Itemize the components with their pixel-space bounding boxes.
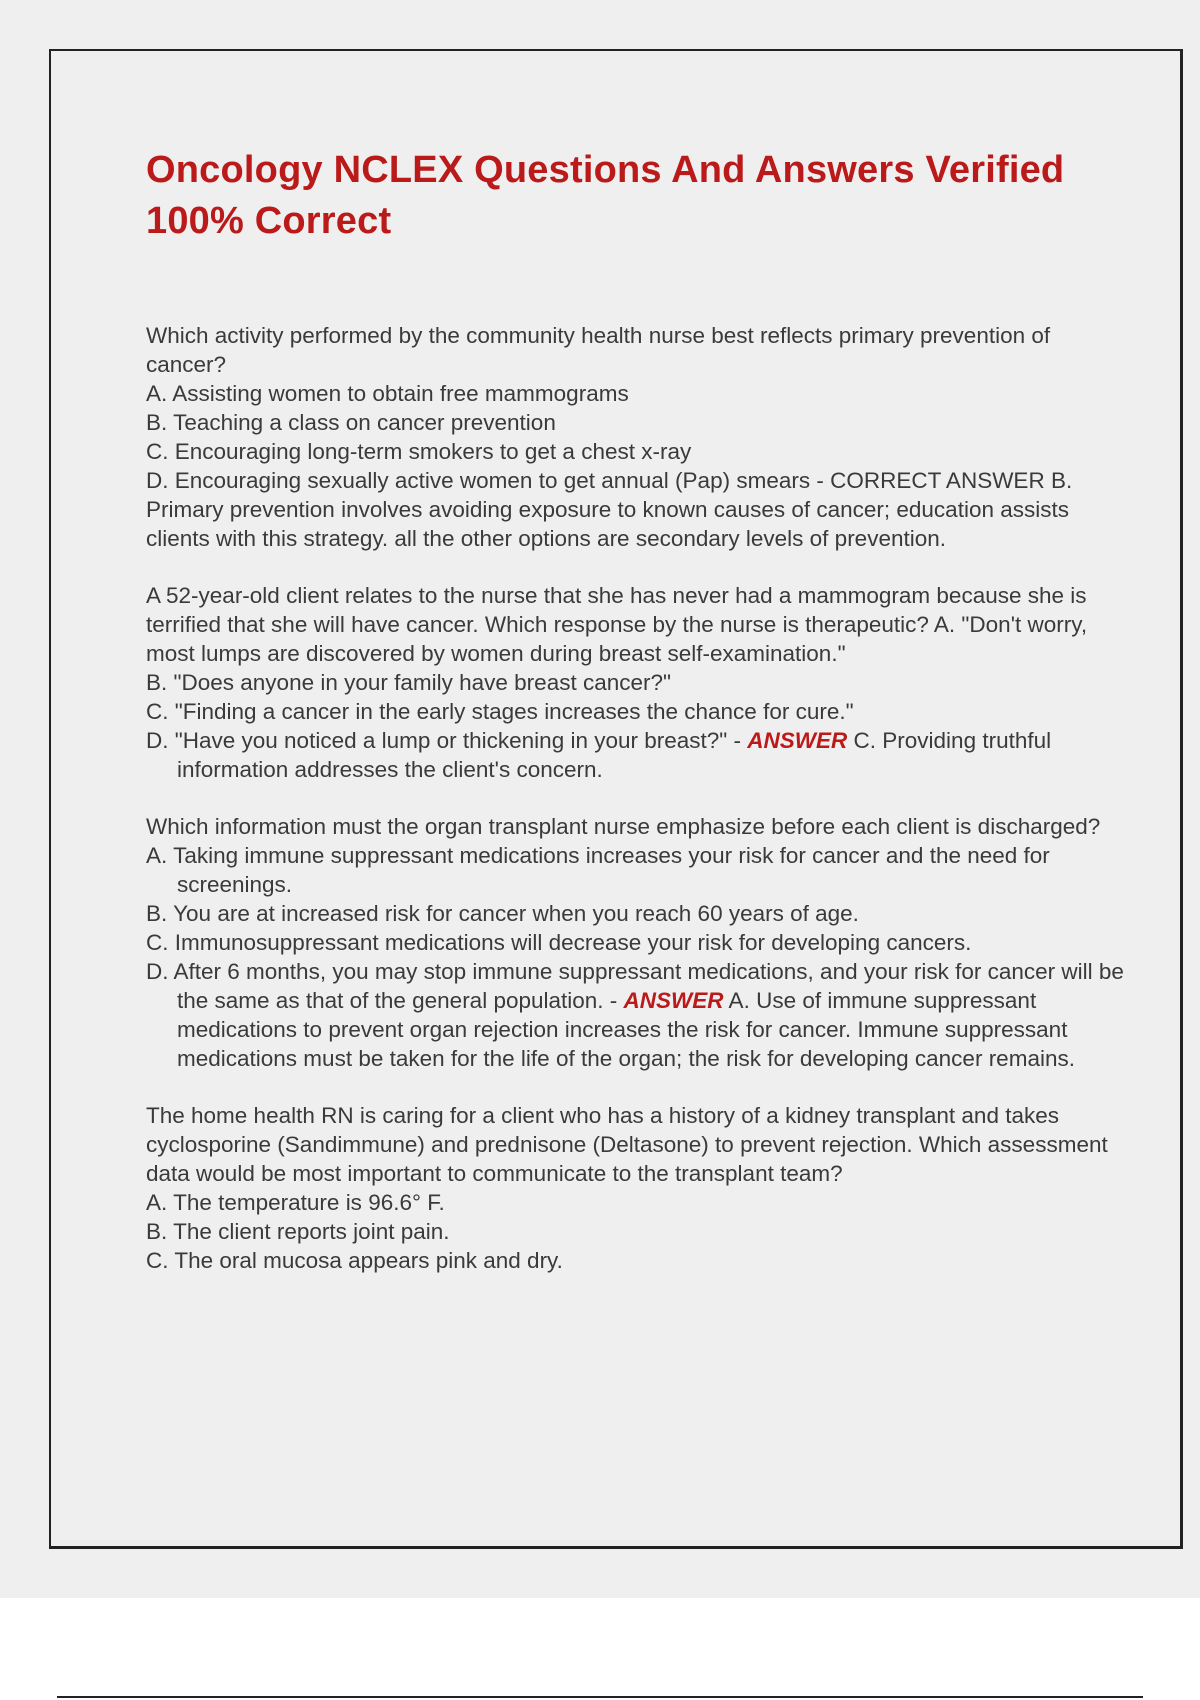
footer-divider <box>57 1696 1143 1698</box>
question-1 <box>146 321 1136 553</box>
document-page <box>49 49 1183 1549</box>
option-d-with-answer <box>146 726 1136 784</box>
option-c: C. "Finding a cancer in the early stages increases the chance for cure." <box>146 699 854 724</box>
answer-label: ANSWER <box>747 728 848 753</box>
option-d-text: D. "Have you noticed a lump or thickening in your breast?" - <box>146 728 748 753</box>
page-content <box>146 145 1136 1303</box>
question-3 <box>146 812 1136 1073</box>
option-c: C. The oral mucosa appears pink and dry. <box>146 1248 563 1273</box>
option-c: C. Encouraging long-term smokers to get a chest x-ray <box>146 439 692 464</box>
option-a: A. Taking immune suppressant medications increases your risk for cancer and the need for screenings. <box>146 843 1050 897</box>
option-a: A. Assisting women to obtain free mammograms <box>146 381 629 406</box>
question-2 <box>146 581 1136 784</box>
question-stem: A 52-year-old client relates to the nurse that she has never had a mammogram because she is terrified that she will have cancer. Which response by the nurse is therapeutic? A. "Don't worry, most lumps are discovered by women during breast self-examination." <box>146 583 1088 666</box>
option-d-with-answer: D. Encouraging sexually active women to get annual (Pap) smears - CORRECT ANSWER B. Primary prevention involves avoiding exposure to known causes of cancer; education assists clients with this strategy. all the other options are secondary levels of prevention. <box>146 468 1073 551</box>
answer-explanation: C. Providing truthful information addresses the client's concern. <box>177 728 1052 782</box>
question-stem: Which information must the organ transplant nurse emphasize before each client is discharged? <box>146 814 1101 839</box>
option-d-with-answer <box>146 957 1136 1073</box>
option-c: C. Immunosuppressant medications will decrease your risk for developing cancers. <box>146 930 972 955</box>
option-b: B. The client reports joint pain. <box>146 1219 450 1244</box>
option-d-text: D. After 6 months, you may stop immune suppressant medications, and your risk for cancer will be the same as that of the general population. - <box>146 959 1124 1013</box>
question-stem: Which activity performed by the community health nurse best reflects primary prevention of cancer? <box>146 323 1051 377</box>
question-4 <box>146 1101 1136 1275</box>
option-b: B. Teaching a class on cancer prevention <box>146 410 556 435</box>
document-title: Oncology NCLEX Questions And Answers Verified 100% Correct <box>146 149 1065 242</box>
option-a: A. The temperature is 96.6° F. <box>146 1190 445 1215</box>
question-stem: The home health RN is caring for a client who has a history of a kidney transplant and takes cyclosporine (Sandimmune) and prednisone (Deltasone) to prevent rejection. Which assessment data would be most important to communicate to the transplant team? <box>146 1103 1108 1186</box>
option-b: B. "Does anyone in your family have breast cancer?" <box>146 670 671 695</box>
option-b: B. You are at increased risk for cancer when you reach 60 years of age. <box>146 901 859 926</box>
answer-label: ANSWER <box>623 988 724 1013</box>
answer-explanation: A. Use of immune suppressant medications to prevent organ rejection increases the risk for cancer. Immune suppressant medications must be taken for the life of the organ; the risk for developing cancer remains. <box>177 988 1075 1071</box>
